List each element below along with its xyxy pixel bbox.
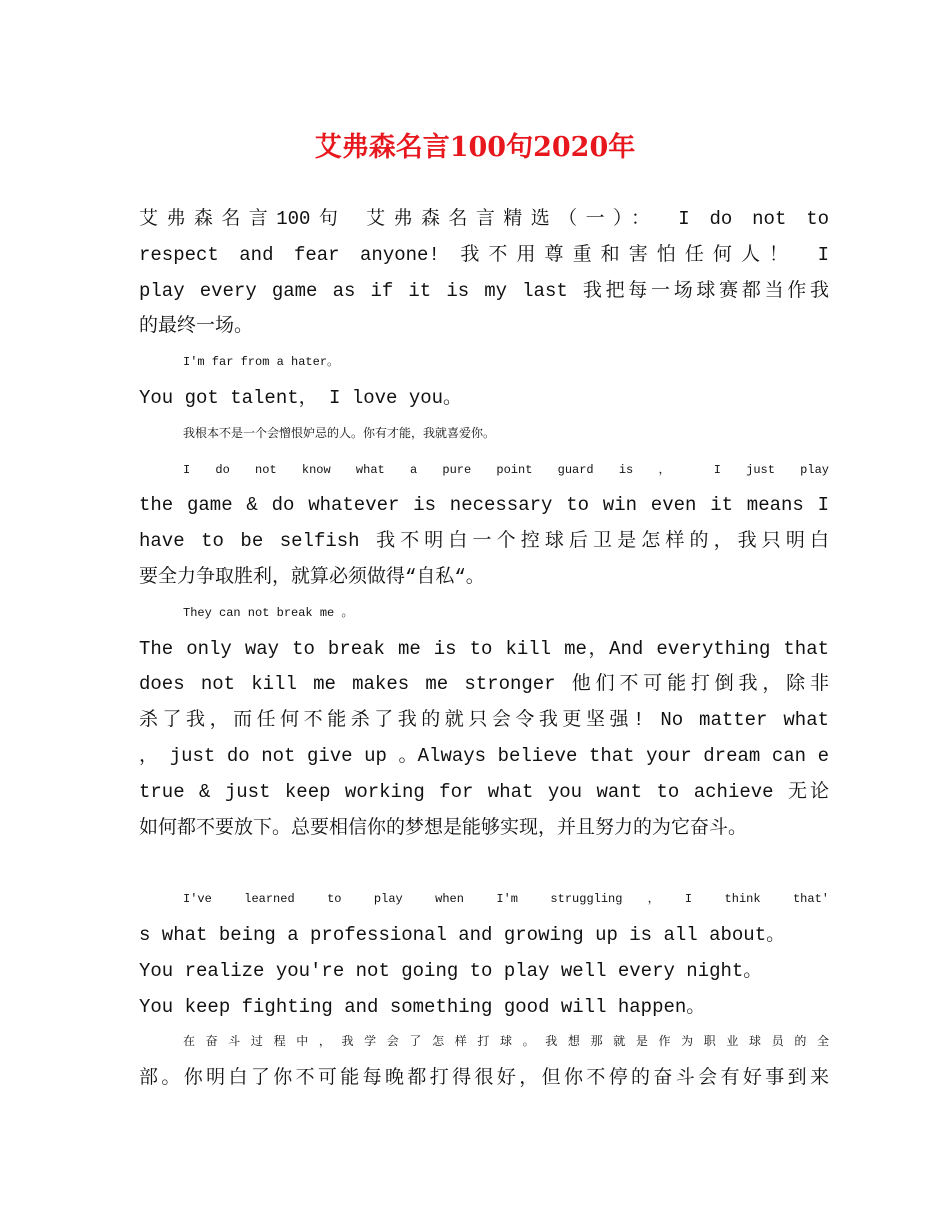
text-line: play every game as if it is my last 我把每一场球赛都当作我 — [139, 279, 829, 302]
text-line: 的最终一场。 — [139, 315, 254, 338]
blank-line — [139, 846, 829, 882]
text-line: 艾弗森名言100句 艾弗森名言精选（一）： I do not to — [139, 208, 829, 230]
text-line: respect and fear anyone! 我不用尊重和害怕任何人！ I — [139, 243, 829, 266]
document-body — [139, 202, 829, 1097]
text-line: true & just keep working for what you want to achieve 无论 — [139, 780, 829, 803]
text-line: 如何都不要放下。总要相信你的梦想是能够实现，并且努力的为它奋斗。 — [139, 816, 748, 839]
document-title: 艾弗森名言100句2020年 — [314, 132, 636, 163]
text-line: The only way to break me is to kill me，And everything that — [139, 637, 829, 660]
text-line: the game & do whatever is necessary to win even it means I — [139, 494, 829, 517]
text-line: You realize you′re not going to play well every night。 — [139, 959, 763, 982]
text-line: 我根本不是一个会憎恨妒忌的人。你有才能，我就喜爱你。 — [183, 426, 496, 441]
text-line: You keep fighting and something good will happen。 — [139, 995, 706, 1018]
text-line: does not kill me makes me stronger 他们不可能打倒我，除非 — [139, 673, 829, 696]
text-line: They can not break me 。 — [183, 605, 354, 620]
text-line: You got talent， I love you。 — [139, 386, 463, 409]
text-line: I do not know what a pure point guard is ， I just play — [183, 462, 829, 477]
text-line: 在奋斗过程中，我学会了怎样打球。我想那就是作为职业球员的全 — [183, 1035, 829, 1050]
text-line: have to be selfish 我不明白一个控球后卫是怎样的，我只明白 — [139, 530, 829, 553]
text-line: s what being a professional and growing up is all about。 — [139, 923, 786, 946]
text-line: I′ve learned to play when I′m struggling，I think that′ — [183, 892, 829, 907]
text-line: I′m far from a hater。 — [183, 355, 340, 370]
text-line: ， just do not give up 。Always believe that your dream can e — [139, 744, 829, 767]
text-line: 部。你明白了你不可能每晚都打得很好，但你不停的奋斗会有好事到来 — [139, 1067, 829, 1090]
text-line: 要全力争取胜利，就算必须做得“自私“。 — [139, 565, 485, 588]
text-line: 杀了我，而任何不能杀了我的就只会令我更坚强! No matter what — [139, 709, 829, 732]
